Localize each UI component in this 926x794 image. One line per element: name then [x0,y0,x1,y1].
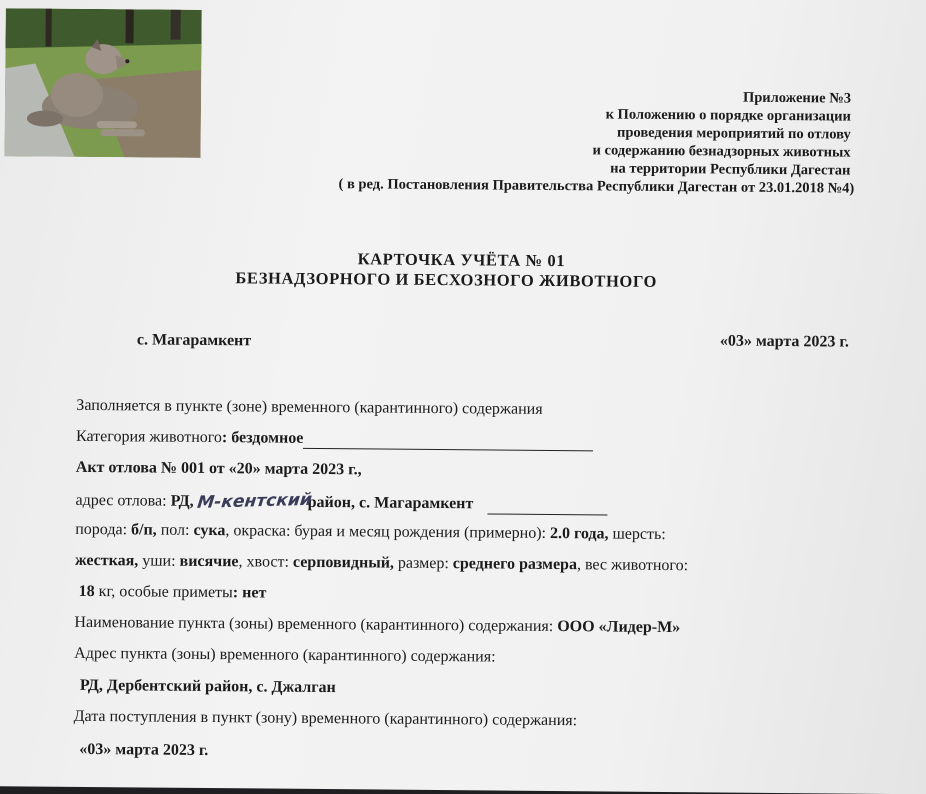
category-blank [303,430,593,452]
arrival-label: Дата поступления в пункт (зону) временного (карантинного) содержания: [73,707,578,730]
shelter-name-label: Наименование пункта (зоны) временного (карантинного) содержания: [74,613,558,636]
sex-label: пол: [156,521,194,539]
size-label: размер: [393,554,453,573]
dog-photo-icon [5,8,202,158]
category-line [76,428,593,452]
address-blank [487,495,607,515]
place: с. Магарамкент [136,331,252,350]
dog-photo [5,8,202,158]
appendix-line-2: к Положению о порядке организации [605,106,851,125]
ears-label: уши: [138,552,180,570]
shelter-address-value: РД, Дербентский район, с. Джалган [79,676,336,697]
address-handwritten: М-кентский [196,489,314,513]
appendix-line-4: и содержанию безнадзорных животных [592,142,851,161]
date: «03» марта 2023 г. [719,332,849,351]
card-subtitle: БЕЗНАДЗОРНОГО И БЕСХОЗНОГО ЖИВОТНОГО [235,268,658,291]
shelter-address-label: Адрес пункта (зоны) временного (карантинного) содержания: [74,644,496,666]
size-value: среднего размера [452,555,578,574]
weight-value: 18 [78,582,95,601]
weight-unit: кг, особые приметы [94,583,233,602]
fur-value: жесткая, [74,551,139,570]
act-line: Акт отлова № 001 от «20» марта 2023 г., [75,458,362,479]
shelter-name-value: ООО «Лидер-М» [557,618,681,637]
ears-value: висячие [179,552,239,571]
breed-label: порода: [75,520,132,539]
card-title: КАРТОЧКА УЧЁТА № 01 [357,249,566,271]
weight-label: , вес животного: [576,556,689,575]
breed-value: б/п, [130,521,157,539]
intro-line: Заполняется в пункте (зоне) временного (карантинного) содержания [76,396,543,418]
category-label: Категория животного [75,427,223,447]
arrival-value: «03» марта 2023 г. [79,740,209,760]
traits-line [75,552,688,575]
appendix-line-6: ( в ред. Постановления Правительства Республики Дагестан от 23.01.2018 №4) [338,176,855,197]
breed-line [75,521,666,544]
address-line [75,490,607,516]
appendix-line-5: на территории Республики Дагестан [610,160,851,179]
marks-value: : нет [232,584,267,602]
weight-line [79,583,267,603]
color-label: , окраска: бурая и месяц рождения (примерно): [225,522,551,542]
sex-value: сука [193,521,226,540]
address-rest: район, с. Магарамкент [307,493,474,513]
shelter-name-line [74,614,680,637]
age-value: 2.0 года, [549,524,609,543]
appendix-number: Приложение №3 [742,89,852,107]
tail-label: , хвост: [238,553,294,571]
tail-value: серповидный, [292,553,395,572]
address-label: адрес отлова: [75,491,171,510]
category-value: : бездомное [221,429,304,447]
fur-label: шерсть: [608,525,666,544]
appendix-line-3: проведения мероприятий по отлову [616,124,851,143]
address-rd: РД, [170,492,198,510]
